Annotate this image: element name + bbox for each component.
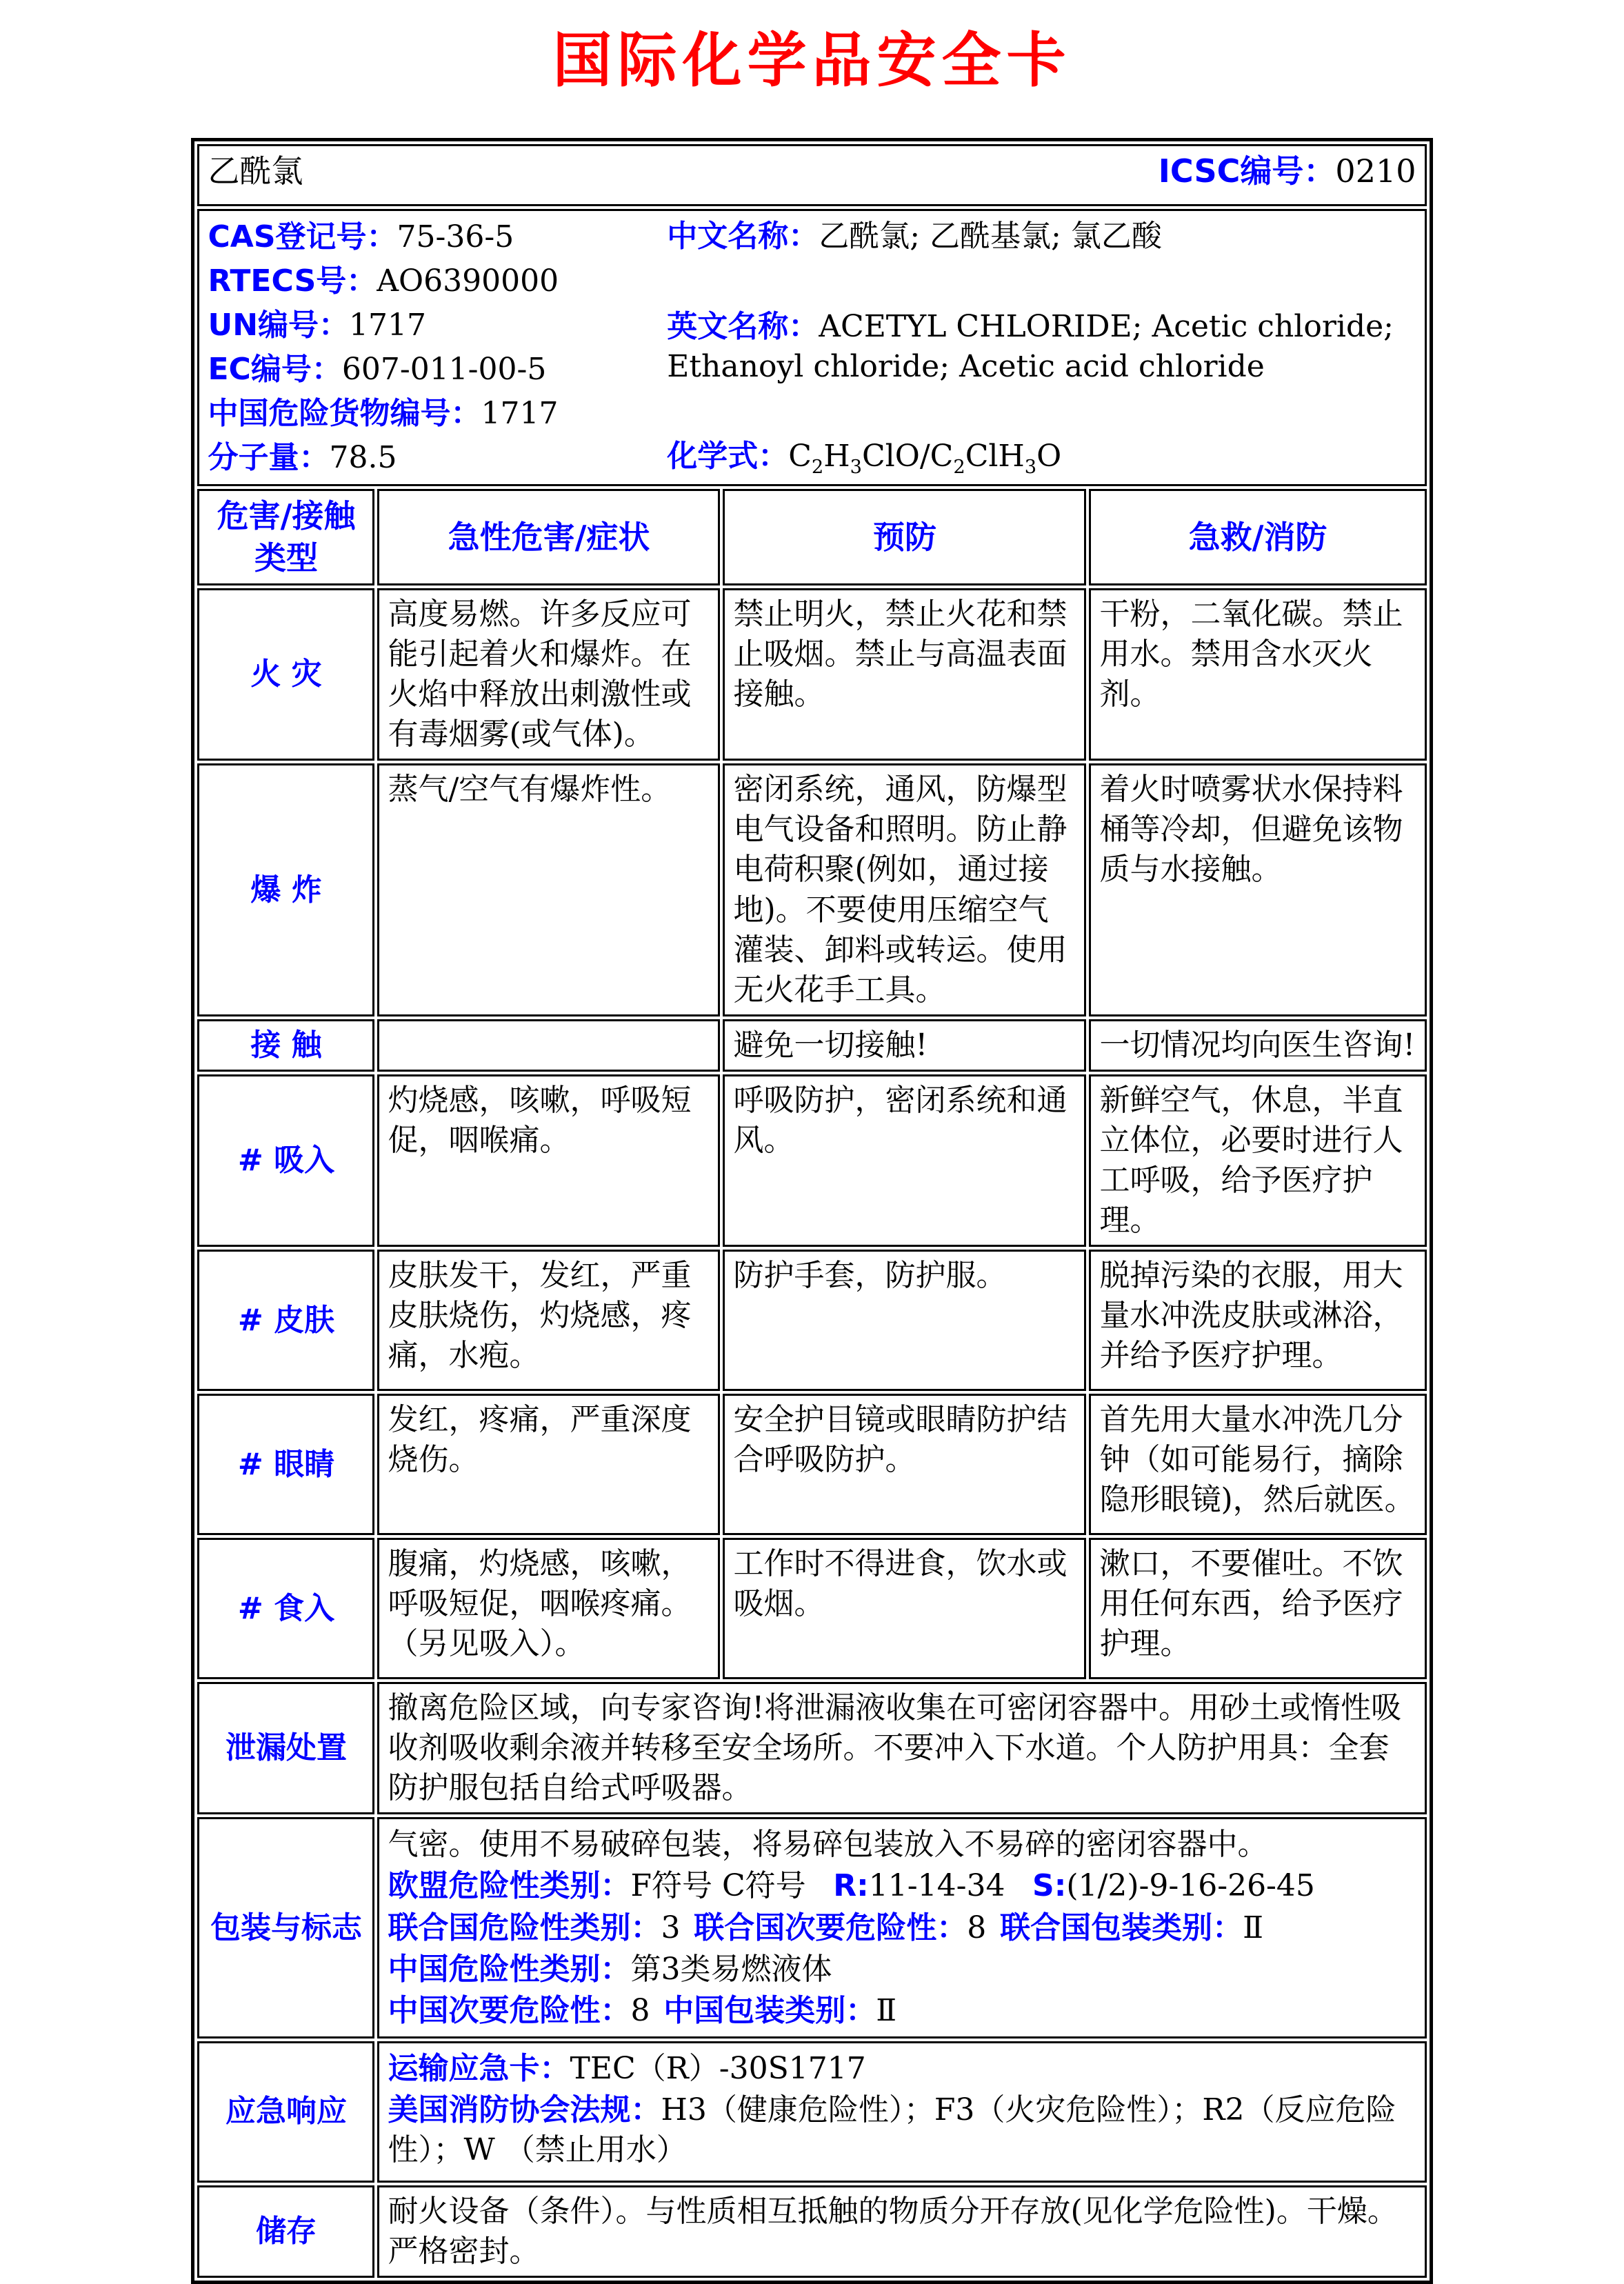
spill-disposal-text: 撤离危险区域，向专家咨询!将泄漏液收集在可密闭容器中。用砂土或惰性吸收剂吸收剩余液并转移至安全场所。不要冲入下水道。个人防护用具：全套防护服包括自给式呼吸器。 [377,1682,1426,1814]
transport-emergency-card-line [388,2049,1416,2089]
china-dg-number-label: 中国危险货物编号： [208,396,481,431]
china-hazard-class-label: 中国危险性类别： [388,1951,631,1987]
inhalation-row [197,1074,1426,1247]
eyes-symptoms: 发红，疼痛，严重深度烧伤。 [377,1394,720,1535]
emergency-response-content [377,2041,1426,2183]
rtecs-number-label: RTECS号： [208,263,377,299]
chinese-name-label: 中文名称： [667,219,819,254]
emergency-response-row [197,2041,1426,2183]
emergency-response-label: 应急响应 [197,2041,374,2183]
skin-prevention: 防护手套，防护服。 [723,1250,1086,1391]
ingestion-row [197,1538,1426,1679]
ingestion-prevention: 工作时不得进食，饮水或吸烟。 [723,1538,1086,1679]
un-hazard-class-value: 3 [661,1910,681,1945]
eu-hazard-class-line [388,1866,1416,1906]
china-subsidiary-risk-line [388,1991,1416,2031]
identification-row [197,209,1426,486]
header-first-aid: 急救/消防 [1089,489,1426,585]
chemical-formula-line [667,437,1416,480]
nfpa-value: H3（健康危险性）；F3（火灾危险性）；R2（反应危险性）；W （禁止用水） [388,2092,1396,2167]
chemical-formula-label: 化学式： [667,439,789,474]
molecular-weight-value: 78.5 [329,440,397,475]
packaging-line: 气密。使用不易破碎包装，将易碎包装放入不易碎的密闭容器中。 [388,1827,1268,1863]
explosion-firstaid: 着火时喷雾状水保持料桶等冷却，但避免该物质与水接触。 [1089,763,1426,1016]
inhalation-symptoms: 灼烧感，咳嗽，呼吸短促，咽喉痛。 [377,1074,720,1247]
fire-prevention: 禁止明火，禁止火花和禁止吸烟。禁止与高温表面接触。 [723,588,1086,761]
ec-number-value: 607-011-00-5 [341,352,547,387]
ingestion-row-label: # 食入 [197,1538,374,1679]
china-dg-number-value: 1717 [481,396,559,431]
eu-hazard-symbols: F符号 C符号 [630,1868,806,1904]
un-subsidiary-risk-value: 8 [967,1910,987,1945]
english-name-label: 英文名称： [667,308,819,344]
cas-number-line [208,215,667,259]
s-phrases-label: S: [1032,1868,1067,1904]
exposure-symptoms [377,1019,720,1072]
un-number-value: 1717 [349,308,427,343]
skin-symptoms: 皮肤发干，发红，严重皮肤烧伤，灼烧感，疼痛，水疱。 [377,1250,720,1391]
un-number-line [208,303,667,348]
molecular-weight-label: 分子量： [208,440,330,475]
english-name-value-line1: ACETYL CHLORIDE; Acetic chloride; [819,308,1394,344]
r-phrases-value: 11-14-34 [868,1868,1005,1904]
spill-disposal-label: 泄漏处置 [197,1682,374,1814]
identification-cell [197,209,1426,486]
skin-row [197,1250,1426,1391]
fire-symptoms: 高度易燃。许多反应可能引起着火和爆炸。在火焰中释放出刺激性或有毒烟雾(或气体)。 [377,588,720,761]
un-number-label: UN编号： [208,308,350,343]
header-acute-hazards: 急性危害/症状 [377,489,720,585]
inhalation-row-label: # 吸入 [197,1074,374,1247]
eyes-firstaid: 首先用大量水冲洗几分钟（如可能易行，摘除隐形眼镜)，然后就医。 [1089,1394,1426,1535]
eyes-row [197,1394,1426,1535]
s-phrases-value: (1/2)-9-16-26-45 [1066,1868,1315,1904]
icsc-number-label: ICSC编号： [1158,152,1336,190]
ec-number-label: EC编号： [208,352,342,387]
ingestion-symptoms: 腹痛，灼烧感，咳嗽，呼吸短促，咽喉疼痛。（另见吸入）。 [377,1538,720,1679]
chemical-formula-value: $C_2H_3ClO/C_2ClH_3O$ [788,439,1062,478]
safety-card-table [191,138,1432,2284]
icsc-number-group [1159,150,1416,192]
china-hazard-class-value: 第3类易燃液体 [630,1951,832,1987]
packaging-labeling-content [377,1817,1426,2038]
fire-row [197,588,1426,761]
china-hazard-class-line [388,1950,1416,1990]
eyes-row-label: # 眼睛 [197,1394,374,1535]
hazard-table-header-row [197,489,1426,585]
nfpa-line [388,2090,1416,2170]
chinese-name-value: 乙酰氯; 乙酰基氯; 氯乙酸 [819,219,1162,254]
inhalation-prevention: 呼吸防护，密闭系统和通风。 [723,1074,1086,1247]
rtecs-number-value: AO6390000 [377,263,559,299]
header-hazard-type: 危害/接触 类型 [197,489,374,585]
r-phrases-label: R: [833,1868,869,1904]
china-subsidiary-risk-value: 8 [630,1992,650,2028]
fire-row-label: 火 灾 [197,588,374,761]
card-header-row [197,144,1426,206]
storage-label: 储存 [197,2185,374,2278]
icsc-number-value: 0210 [1335,152,1416,190]
un-hazard-class-line [388,1908,1416,1948]
cas-number-value: 75-36-5 [397,219,514,254]
card-header-cell [197,144,1426,206]
identification-names [667,215,1416,480]
exposure-prevention: 避免一切接触! [723,1019,1086,1072]
china-dg-number-line [208,392,667,436]
packaging-labeling-label: 包装与标志 [197,1817,374,2038]
fire-firstaid: 干粉，二氧化碳。禁止用水。禁用含水灭火剂。 [1089,588,1426,761]
english-name-line [667,307,1416,387]
english-name-value-line2: Ethanoyl chloride; Acetic acid chloride [667,348,1265,384]
inhalation-firstaid: 新鲜空气，休息，半直立体位，必要时进行人工呼吸，给予医疗护理。 [1089,1074,1426,1247]
exposure-row [197,1019,1426,1072]
un-subsidiary-risk-label: 联合国次要危险性： [694,1910,968,1945]
china-packing-group-value: Ⅱ [876,1992,897,2028]
transport-emergency-card-value: TEC（R）-30S1717 [570,2050,866,2086]
identification-numbers [208,215,667,480]
storage-row [197,2185,1426,2278]
un-hazard-class-label: 联合国危险性类别： [388,1910,661,1945]
explosion-symptoms: 蒸气/空气有爆炸性。 [377,763,720,1016]
china-packing-group-label: 中国包装类别： [663,1992,876,2028]
explosion-row-label: 爆 炸 [197,763,374,1016]
exposure-firstaid: 一切情况均向医生咨询! [1089,1019,1426,1072]
ingestion-firstaid: 漱口，不要催吐。不饮用任何东西，给予医疗护理。 [1089,1538,1426,1679]
rtecs-number-line [208,259,667,303]
spill-disposal-row [197,1682,1426,1814]
explosion-prevention: 密闭系统，通风，防爆型电气设备和照明。防止静电荷积聚(例如，通过接地)。不要使用压缩空气灌装、卸料或转运。使用无火花手工具。 [723,763,1086,1016]
skin-firstaid: 脱掉污染的衣服，用大量水冲洗皮肤或淋浴，并给予医疗护理。 [1089,1250,1426,1391]
page-title: 国际化学品安全卡 [552,26,1072,95]
explosion-row [197,763,1426,1016]
storage-text: 耐火设备（条件）。与性质相互抵触的物质分开存放(见化学危险性)。干燥。严格密封。 [377,2185,1426,2278]
un-packing-group-label: 联合国包装类别： [1000,1910,1243,1945]
cas-number-label: CAS登记号： [208,219,397,254]
nfpa-label: 美国消防协会法规： [388,2092,661,2127]
eu-hazard-class-label: 欧盟危险性类别： [388,1868,631,1904]
chemical-name: 乙酰氯 [208,152,303,190]
chinese-name-line [667,217,1416,257]
molecular-weight-line [208,436,667,480]
transport-emergency-card-label: 运输应急卡： [388,2050,570,2086]
un-packing-group-value: Ⅱ [1243,1910,1263,1945]
ec-number-line [208,348,667,392]
skin-row-label: # 皮肤 [197,1250,374,1391]
header-prevention: 预防 [723,489,1086,585]
packaging-labeling-row [197,1817,1426,2038]
china-subsidiary-risk-label: 中国次要危险性： [388,1992,631,2028]
exposure-row-label: 接 触 [197,1019,374,1072]
eyes-prevention: 安全护目镜或眼睛防护结合呼吸防护。 [723,1394,1086,1535]
